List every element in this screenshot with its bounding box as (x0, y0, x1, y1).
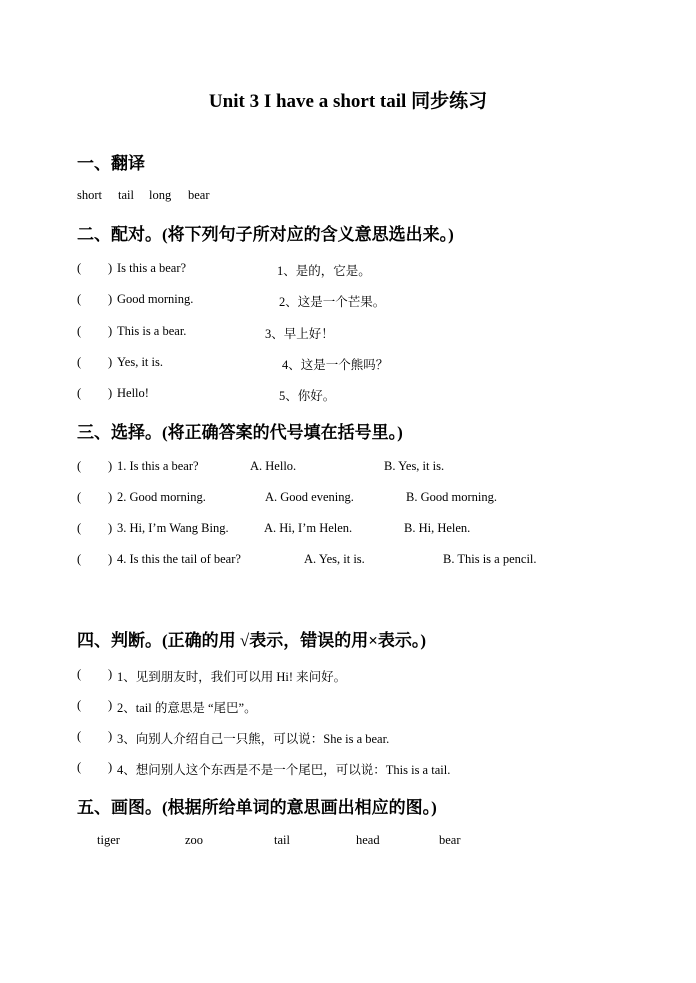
answer-blank-open: ( (77, 490, 82, 504)
answer-blank-open: ( (77, 667, 82, 681)
chinese-meaning: 4、这是一个熊吗？ (282, 358, 389, 372)
answer-blank-close: ) (108, 667, 113, 681)
answer-blank-open: ( (77, 292, 82, 306)
word-tail: tail (118, 188, 134, 202)
answer-blank-open: ( (77, 729, 82, 743)
word-tiger: tiger (97, 833, 120, 847)
answer-blank-close: ) (108, 760, 113, 774)
choice-row (0, 521, 696, 539)
word-bear: bear (188, 188, 210, 202)
answer-blank-close: ) (108, 292, 113, 306)
answer-blank-close: ) (108, 459, 113, 473)
matching-row (0, 292, 696, 310)
choice-row (0, 459, 696, 477)
option-a: A. Hello. (250, 459, 297, 473)
chinese-meaning: 2、这是一个芒果。 (279, 295, 386, 309)
answer-blank-open: ( (77, 698, 82, 712)
answer-blank-open: ( (77, 261, 82, 275)
statement-text: 4、想问别人这个东西是不是一个尾巴，可以说：This is a tail. (117, 763, 451, 777)
answer-blank-open: ( (77, 386, 82, 400)
option-a: A. Yes, it is. (304, 552, 365, 566)
word-head: head (356, 833, 380, 847)
chinese-meaning: 3、早上好！ (265, 327, 334, 341)
answer-blank-close: ) (108, 490, 113, 504)
question-text: 2. Good morning. (117, 490, 206, 504)
choice-row (0, 552, 696, 570)
statement-text: 3、向别人介绍自己一只熊，可以说：She is a bear. (117, 732, 390, 746)
answer-blank-open: ( (77, 552, 82, 566)
section-4-heading: 四、判断。(正确的用 √表示，错误的用×表示。) (77, 631, 427, 650)
word-short: short (77, 188, 102, 202)
answer-blank-close: ) (108, 552, 113, 566)
answer-blank-close: ) (108, 521, 113, 535)
section-1-heading: 一、翻译 (77, 154, 145, 173)
section-2-heading: 二、配对。(将下列句子所对应的含义意思选出来。) (77, 225, 454, 244)
answer-blank-open: ( (77, 521, 82, 535)
english-sentence: Is this a bear? (117, 261, 187, 275)
section-1-word-list (0, 188, 696, 206)
matching-row (0, 324, 696, 342)
answer-blank-close: ) (108, 729, 113, 743)
answer-blank-close: ) (108, 698, 113, 712)
matching-row (0, 261, 696, 279)
option-a: A. Good evening. (265, 490, 354, 504)
option-b: B. Hi, Helen. (404, 521, 471, 535)
word-bear: bear (439, 833, 461, 847)
choice-row (0, 490, 696, 508)
section-5-heading: 五、画图。(根据所给单词的意思画出相应的图。) (77, 798, 437, 817)
english-sentence: This is a bear. (117, 324, 187, 338)
judgment-row (0, 698, 696, 716)
question-text: 4. Is this the tail of bear? (117, 552, 241, 566)
question-text: 1. Is this a bear? (117, 459, 199, 473)
answer-blank-close: ) (108, 261, 113, 275)
answer-blank-close: ) (108, 324, 113, 338)
answer-blank-open: ( (77, 459, 82, 473)
answer-blank-open: ( (77, 355, 82, 369)
answer-blank-open: ( (77, 324, 82, 338)
judgment-row (0, 760, 696, 778)
matching-row (0, 355, 696, 373)
word-zoo: zoo (185, 833, 204, 847)
word-tail: tail (274, 833, 290, 847)
answer-blank-close: ) (108, 355, 113, 369)
option-b: B. Yes, it is. (384, 459, 445, 473)
page-title: Unit 3 I have a short tail 同步练习 (208, 91, 488, 112)
judgment-row (0, 667, 696, 685)
statement-text: 1、见到朋友时，我们可以用 Hi! 来问好。 (117, 670, 347, 684)
english-sentence: Good morning. (117, 292, 194, 306)
section-5-word-list (0, 833, 696, 851)
chinese-meaning: 5、你好。 (279, 389, 336, 403)
answer-blank-open: ( (77, 760, 82, 774)
option-b: B. This is a pencil. (443, 552, 537, 566)
chinese-meaning: 1、是的，它是。 (277, 264, 371, 278)
matching-row (0, 386, 696, 404)
english-sentence: Hello! (117, 386, 149, 400)
question-text: 3. Hi, I’m Wang Bing. (117, 521, 229, 535)
judgment-row (0, 729, 696, 747)
section-3-heading: 三、选择。(将正确答案的代号填在括号里。) (77, 423, 403, 442)
statement-text: 2、tail 的意思是 “尾巴”。 (117, 701, 257, 715)
english-sentence: Yes, it is. (117, 355, 163, 369)
answer-blank-close: ) (108, 386, 113, 400)
option-b: B. Good morning. (406, 490, 497, 504)
option-a: A. Hi, I’m Helen. (264, 521, 353, 535)
word-long: long (149, 188, 172, 202)
